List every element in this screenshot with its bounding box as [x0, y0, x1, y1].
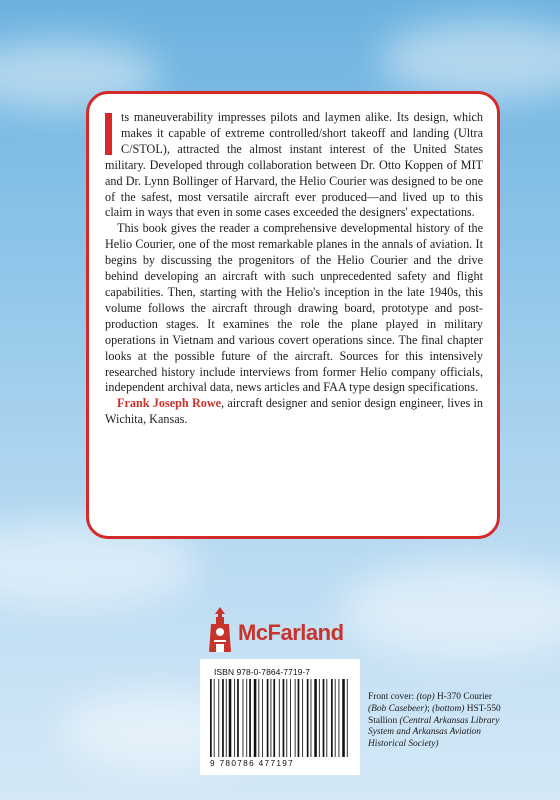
barcode-bar — [237, 679, 239, 757]
publisher-logo — [205, 606, 355, 656]
barcode-bar — [254, 679, 257, 757]
barcode-bar — [243, 679, 244, 757]
barcode-bar — [262, 679, 263, 757]
barcode-image — [206, 679, 354, 759]
barcode-bar — [222, 679, 224, 757]
barcode-bar — [226, 679, 227, 757]
blurb-paragraph-1: ts maneuverability impresses pilots and laymen alike. Its design, which makes it capable of extreme controlled/short takeoff and landing (Ultra C/STOL), attracted the almost instant interest of the United States military. Developed through collaboration between Dr. Otto Koppen of MIT and Dr. Lynn Bollinger of Harvard, the Helio Courier was designed to be one of the safest, most versatile aircraft ever produced—and lived up to this claim in ways that even in some cases exceeded the designers' expectations. — [105, 110, 483, 220]
barcode-bar — [311, 679, 312, 757]
cloud — [340, 560, 560, 660]
barcode-bar — [302, 679, 303, 757]
barcode-bar — [246, 679, 247, 757]
barcode-bar — [295, 679, 296, 757]
barcode-bar — [335, 679, 336, 757]
barcode-bar — [307, 679, 309, 757]
barcode-bar — [229, 679, 232, 757]
barcode-bar — [283, 679, 285, 757]
author-bio — [105, 396, 483, 428]
barcode-bar — [271, 679, 272, 757]
cover-credit: Front cover: (top) H-370 Courier (Bob Casebeer); (bottom) HST-550 Stallion (Central Arkansas Library System and Arkansas Aviation Historical Society) — [368, 692, 501, 750]
barcode-bar — [339, 679, 340, 757]
barcode-bar — [331, 679, 333, 757]
isbn-label: ISBN 978-0-7864-7719-7 — [214, 667, 311, 677]
barcode-bar — [326, 679, 327, 757]
barcode-bar — [279, 679, 280, 757]
author-bio-text: , aircraft designer and senior design engineer, lives in Wichita, Kansas. — [105, 396, 483, 427]
blurb-paragraph-2: This book gives the reader a comprehensive developmental history of the Helio Courier, one of the most remarkable planes in the annals of aviation. It begins by discussing the progenitors of the Helio Courier and the drive behind developing an aircraft with such unprecedented safety and flight capabilities. Then, starting with the Helio's inception in the late 1940s, this volume follows the aircraft through drawing board, prototype and post-production stages. It examines the role the plane played in military operations in Vietnam and various covert operations since. The final chapter looks at the possible future of the aircraft. Sources for this intensively researched history include interviews from former Helio company officials, independent archival data, news articles and FAA type design specifications. — [105, 221, 483, 395]
author-name: Frank Joseph Rowe — [117, 396, 222, 411]
barcode-box — [200, 659, 360, 775]
mcfarland-tower-icon — [205, 606, 235, 654]
barcode-digits: 9 780786 477197 — [210, 758, 295, 768]
barcode-bar — [234, 679, 235, 757]
barcode-bar — [323, 679, 325, 757]
barcode-bar — [290, 679, 291, 757]
barcode-bar — [319, 679, 320, 757]
barcode-bar — [249, 679, 251, 757]
barcode-bar — [214, 679, 215, 757]
barcode-bar — [273, 679, 275, 757]
barcode-bar — [314, 679, 317, 757]
publisher-name: McFarland — [238, 620, 344, 645]
blurb-panel — [86, 91, 500, 539]
drop-cap-bar — [105, 113, 112, 155]
blurb-text — [105, 110, 483, 428]
cloud — [380, 20, 560, 100]
barcode-bar — [210, 679, 212, 757]
barcode-bar — [347, 679, 348, 757]
barcode-bar — [342, 679, 345, 757]
barcode-bar — [286, 679, 287, 757]
barcode-bar — [218, 679, 219, 757]
barcode-bar — [267, 679, 269, 757]
barcode-bar — [298, 679, 300, 757]
barcode-bar — [258, 679, 259, 757]
